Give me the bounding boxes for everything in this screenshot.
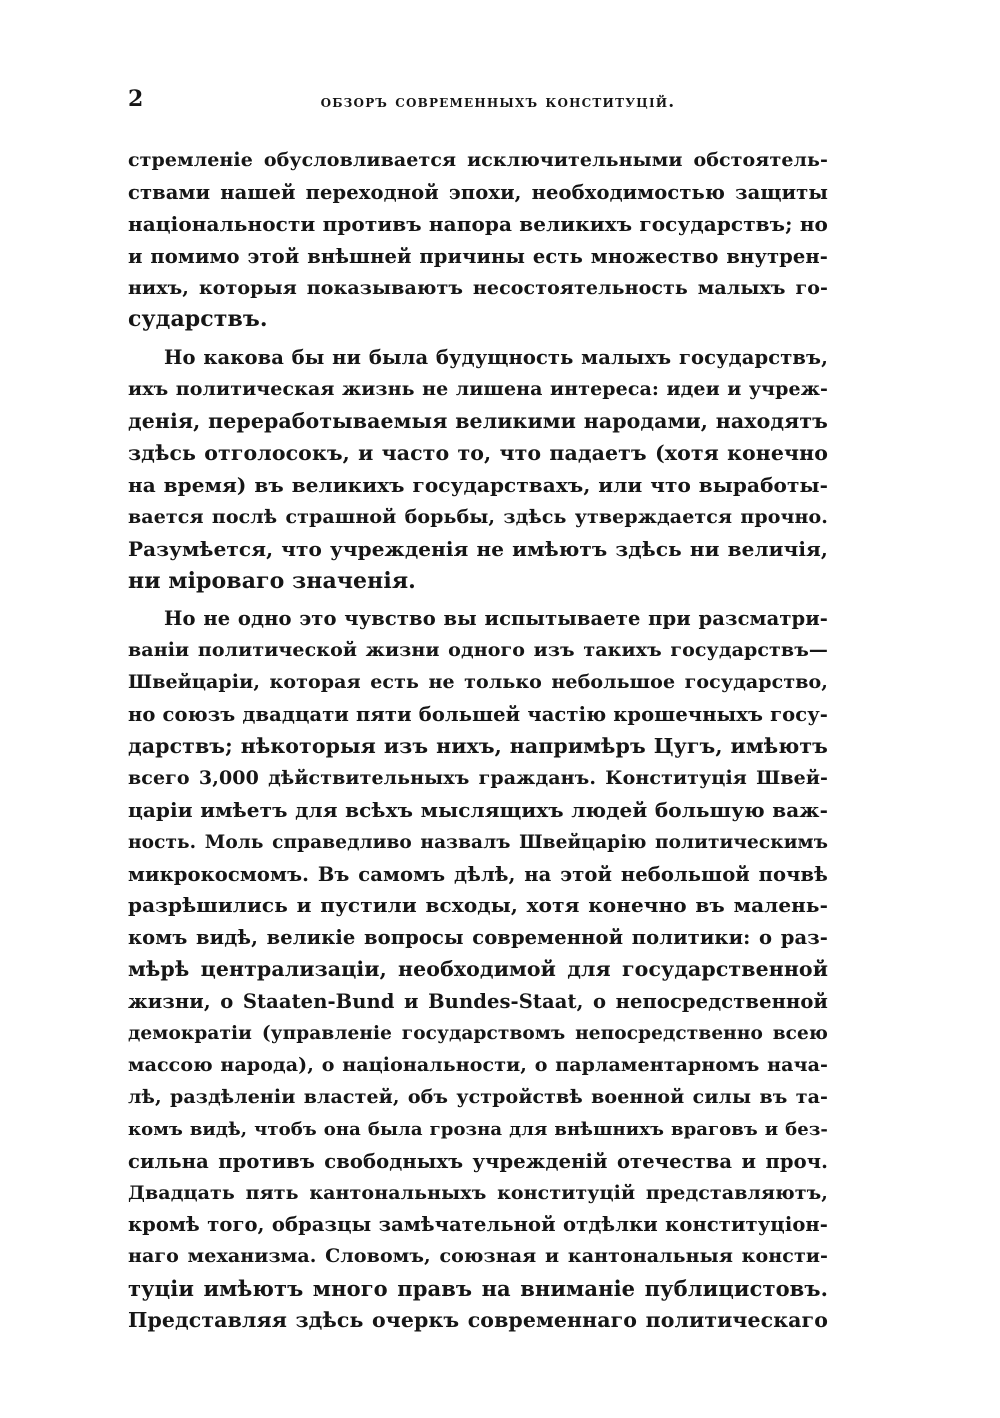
- text-line: всего 3,000 дѣйствительныхъ гражданъ. Конституція Швей-: [128, 766, 828, 789]
- text-line: и помимо этой внѣшней причины есть множество внутрен-: [128, 244, 828, 268]
- text-line: ствами нашей переходной эпохи, необходимостью защиты: [128, 180, 828, 204]
- text-line: Но не одно это чувство вы испытываете при разсматри-: [164, 607, 828, 631]
- paragraph-3: [128, 603, 828, 1336]
- text-line: Двадцать пять кантональныхъ конституцій представляютъ,: [128, 1181, 828, 1204]
- text-line: Швейцаріи, которая есть не только небольшое государство,: [128, 671, 828, 694]
- text-line: кромѣ того, образцы замѣчательной отдѣлки конституціон-: [128, 1213, 828, 1237]
- text-line: лѣ, раздѣленіи властей, объ устройствѣ военной силы въ та-: [128, 1085, 828, 1108]
- text-line: ихъ политическая жизнь не лишена интереса: идеи и учреж-: [128, 378, 828, 401]
- text-line: ни міроваго значенія.: [128, 567, 416, 594]
- text-line: но союзъ двадцати пяти большей частію крошечныхъ госу-: [128, 703, 828, 727]
- text-line: микрокосмомъ. Въ самомъ дѣлѣ, на этой небольшой почвѣ: [128, 862, 828, 886]
- text-line: массою народа), о національности, о парламентарномъ нача-: [128, 1053, 828, 1076]
- text-line: мѣрѣ централизаціи, необходимой для государственной: [128, 957, 828, 982]
- text-line: ваніи политической жизни одного изъ такихъ государствъ—: [128, 639, 828, 662]
- text-line: стремленіе обусловливается исключительными обстоятель-: [128, 149, 828, 171]
- text-line: ность. Моль справедливо назвалъ Швейцарію политическимъ: [128, 831, 828, 853]
- text-line: здѣсь отголосокъ, и часто то, что падаетъ (хотя конечно: [128, 441, 828, 466]
- text-line: Но какова бы ни была будущность малыхъ государствъ,: [164, 346, 828, 370]
- body-text: [128, 145, 828, 1337]
- text-line: на время) въ великихъ государствахъ, или что выработы-: [128, 472, 828, 497]
- text-line: демократіи (управленіе государствомъ непосредственно всею: [128, 1023, 828, 1045]
- text-line: Представляя здѣсь очеркъ современнаго политическаго: [128, 1308, 828, 1333]
- text-line: разрѣшились и пустили всходы, хотя конечно въ малень-: [128, 893, 828, 918]
- text-line: туціи имѣютъ много правъ на вниманіе публицистовъ.: [128, 1276, 828, 1302]
- text-line: дарствъ; нѣкоторыя изъ нихъ, напримѣръ Цугъ, имѣютъ: [128, 734, 828, 759]
- text-line: царіи имѣетъ для всѣхъ мыслящихъ людей большую важ-: [128, 797, 828, 822]
- text-line: комъ видѣ, чтобъ она была грозна для внѣшнихъ враговъ и без-: [128, 1118, 828, 1140]
- text-line: комъ видѣ, великіе вопросы современной политики: о раз-: [128, 926, 828, 950]
- running-title: обзоръ современныхъ конституцій.: [320, 92, 676, 112]
- text-line: Разумѣется, что учрежденія не имѣютъ здѣсь ни величія,: [128, 536, 828, 561]
- text-line: денія, переработываемыя великими народами, находятъ: [128, 409, 828, 434]
- page-number: 2: [128, 86, 144, 112]
- paragraph-2: [128, 342, 828, 597]
- page-header: [128, 86, 828, 122]
- text-line: сильна противъ свободныхъ учрежденій отечества и проч.: [128, 1149, 828, 1173]
- text-line: сударствъ.: [128, 306, 268, 333]
- text-line: нихъ, которыя показываютъ несостоятельность малыхъ го-: [128, 276, 828, 299]
- paragraph-1: [128, 145, 828, 336]
- text-line: національности противъ напора великихъ государствъ; но: [128, 211, 828, 236]
- text-line: жизни, о Staaten-Bund и Bundes-Staat, о непосредственной: [128, 990, 828, 1014]
- text-line: вается послѣ страшной борьбы, здѣсь утверждается прочно.: [128, 505, 828, 528]
- text-line: наго механизма. Словомъ, союзная и кантональныя консти-: [128, 1245, 828, 1268]
